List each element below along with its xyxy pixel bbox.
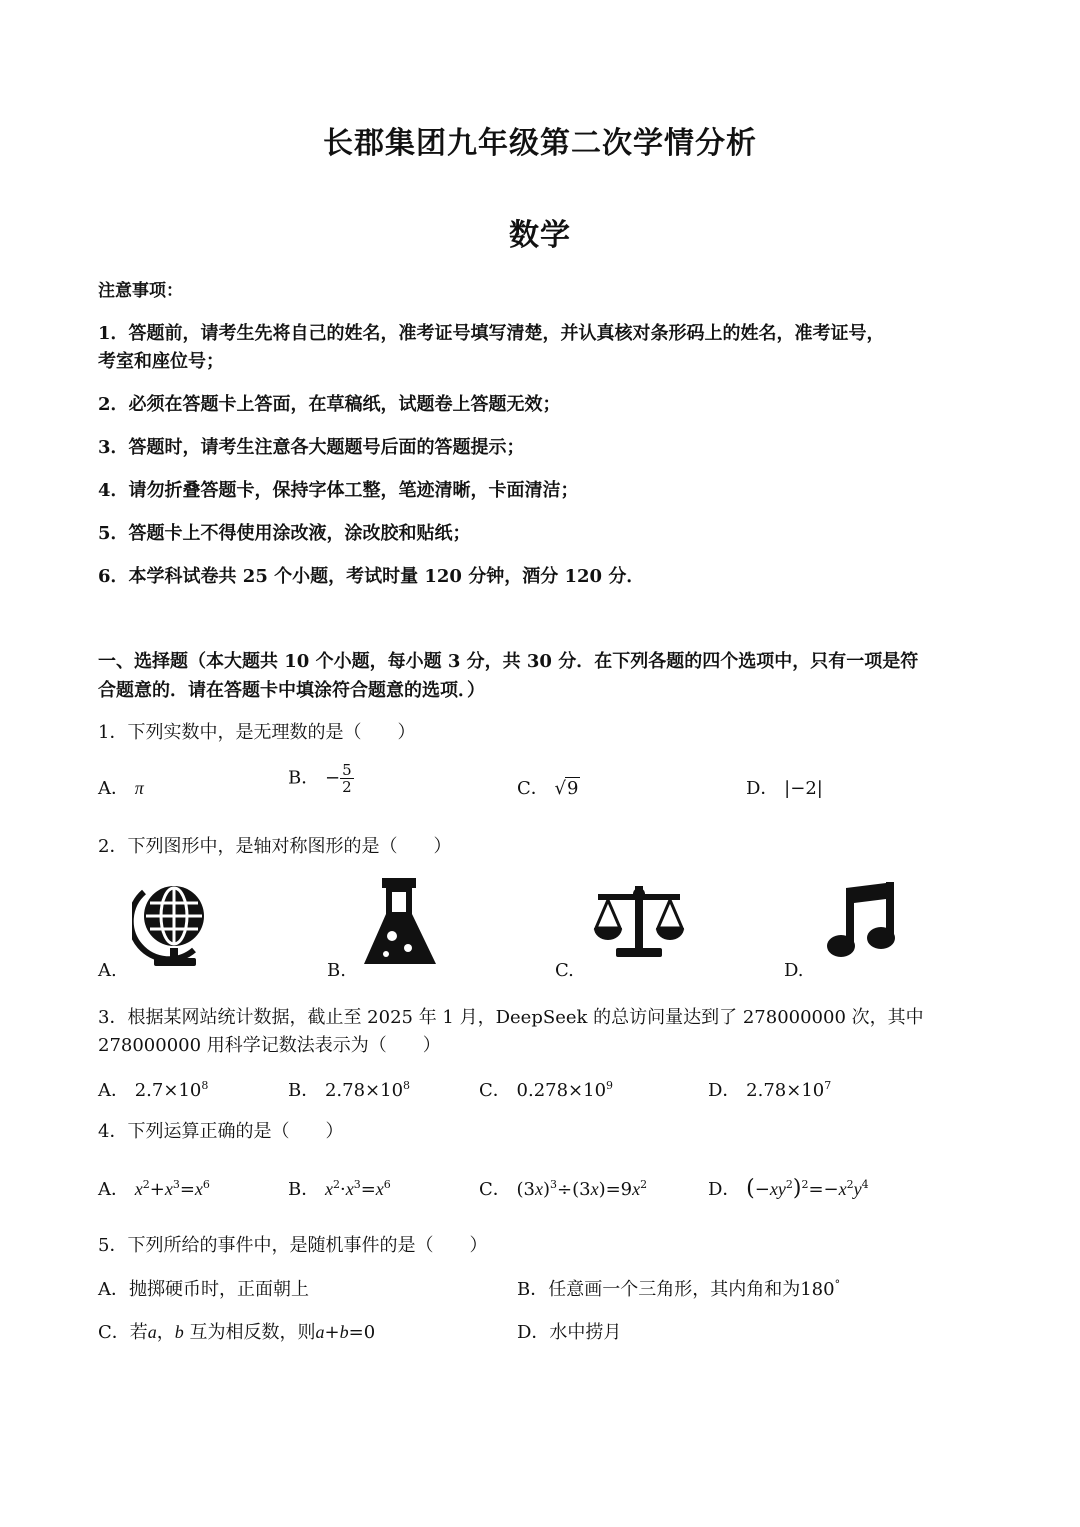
q1-option-a: A． π: [98, 778, 144, 799]
q1-option-b: B． − $\frac{5}{2}$: [288, 761, 352, 796]
section-heading-line1: 一、选择题（本大题共 10 个小题，每小题 3 分，共 30 分．在下列各题的四个选项中，只有一项是符: [98, 651, 919, 672]
q1-option-d: D． |−2|: [746, 778, 823, 799]
q3-stem-line2: 278000000 用科学记数法表示为（ ）: [98, 1035, 441, 1056]
section-heading-line2: 合题意的．请在答题卡中填涂符合题意的选项．）: [98, 680, 485, 701]
q4-option-a: A． $x^2+x^3=x^6$: [98, 1178, 210, 1200]
q2-stem: 2．下列图形中，是轴对称图形的是（ ）: [98, 836, 452, 857]
subject-title: 数学: [509, 218, 571, 253]
q2-option-b-label: B.: [327, 960, 346, 981]
q1-option-c: C． √9: [517, 778, 579, 799]
q5-stem: 5．下列所给的事件中，是随机事件的是（ ）: [98, 1235, 488, 1256]
q5-option-b: B．任意画一个三角形，其内角和为180°: [517, 1278, 841, 1300]
q2-option-a-label: A.: [98, 960, 117, 981]
notice-item-3: 3．答题时，请考生注意各大题题号后面的答题提示；: [98, 437, 525, 458]
notice-item-1-cont: 考室和座位号；: [98, 351, 224, 372]
q5-option-a: A．抛掷硬币时，正面朝上: [98, 1279, 309, 1300]
notice-item-1: 1．答题前，请考生先将自己的姓名，准考证号填写清楚，并认真核对条形码上的姓名，准考证号，: [98, 323, 885, 344]
q2-option-d-label: D.: [784, 960, 804, 981]
notice-item-5: 5．答题卡上不得使用涂改液，涂改胶和贴纸；: [98, 523, 471, 544]
q3-option-d: D． $2.78\times 10^7$: [708, 1079, 832, 1101]
flask-icon: [362, 874, 438, 968]
notice-heading: 注意事项：: [98, 281, 183, 301]
notice-item-6: 6．本学科试卷共 25 个小题，考试时量 120 分钟，酒分 120 分．: [98, 566, 645, 587]
q4-option-c: C． $(3x)^3\div(3x)=9x^2$: [479, 1178, 648, 1200]
q3-option-c: C． $0.278\times 10^9$: [479, 1079, 614, 1101]
q1-stem: 1．下列实数中，是无理数的是（ ）: [98, 722, 416, 743]
q3-option-b: B． $2.78\times 10^8$: [288, 1079, 411, 1101]
q3-stem-line1: 3．根据某网站统计数据，截止至 2025 年 1 月，DeepSeek 的总访问量达到了 278000000 次，其中: [98, 1007, 924, 1028]
music-note-icon: [824, 880, 898, 962]
notice-item-4: 4．请勿折叠答题卡，保持字体工整，笔迹清晰，卡面清洁；: [98, 480, 579, 501]
q5-option-d: D．水中捞月: [517, 1322, 622, 1343]
q5-option-c: C．若a，b 互为相反数，则a+b=0: [98, 1322, 376, 1343]
q4-option-d: D． $(-xy^2)^2=-x^2y^4$: [708, 1176, 869, 1201]
q4-option-b: B． $x^2\cdot x^3=x^6$: [288, 1178, 391, 1200]
q3-option-a: A． $2.7\times 10^8$: [98, 1079, 209, 1101]
notice-item-2: 2．必须在答题卡上答面，在草稿纸，试题卷上答题无效；: [98, 394, 561, 415]
balance-scale-icon: [592, 884, 686, 960]
exam-title: 长郡集团九年级第二次学情分析: [323, 126, 757, 161]
q2-option-c-label: C.: [555, 960, 574, 981]
globe-icon: [132, 876, 214, 968]
q4-stem: 4．下列运算正确的是（ ）: [98, 1121, 344, 1142]
